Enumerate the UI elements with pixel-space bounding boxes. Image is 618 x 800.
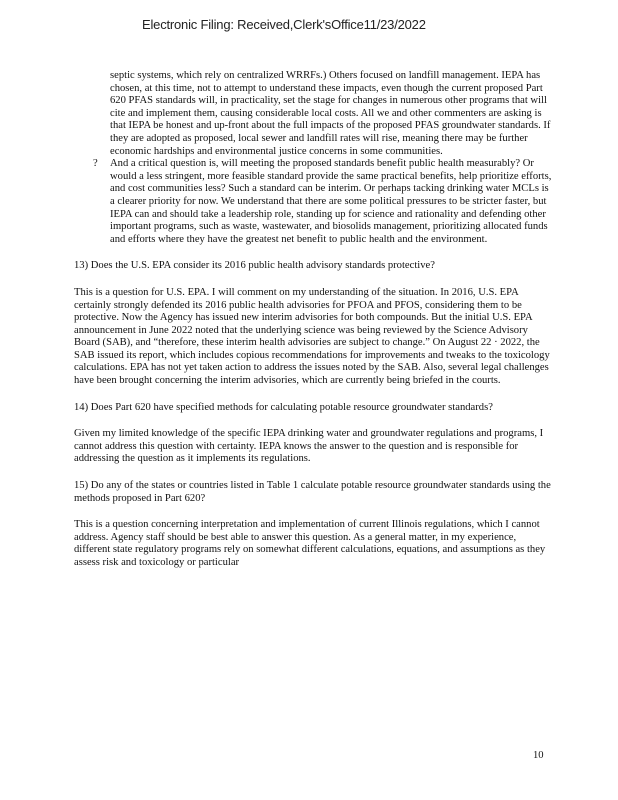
page-number: 10 (533, 750, 544, 761)
bullet-text: And a critical question is, will meeting the proposed standards benefit public health measurably? Or would a less stringent, more feasible standard provide the same practical benefits, help prioritize efforts, and cost communities less? Such a standard can be interim. Or perhaps tacking drinking water MCLs is a clearer priority for now. We understand that there are some political pressures to be stricter faster, but IEPA can and should take a leadership role, standing up for science and rationality and defending other important programs, such as waste, wastewater, and biosolids management, prioritizing allocated funds and efforts where they have the greatest net benefit to public health and the environment. (110, 158, 552, 245)
answer-13: This is a question for U.S. EPA. I will comment on my understanding of the situation. In 2016, U.S. EPA certainly strongly defended its 2016 public health advisories for PFOA and PFOS, considering them to be protective. Now the Agency has issued new interim advisories for both compounds. But the initial U.S. EPA announcement in June 2022 noted that the underlying science was being reviewed by the Science Advisory Board (SAB), and “therefore, these interim health advisories are subject to change.” On August 22 · 2022, the SAB issued its report, which includes copious recommendations for improvements and tweaks to the toxicology calculations. EPA has not yet taken action to address the issues noted by the SAB. Also, several legal challenges have been brought concerning the interim advisories, which are currently being briefed in the courts. (74, 286, 550, 387)
filing-stamp: Electronic Filing: Received,Clerk'sOffice11/23/2022 (142, 17, 426, 32)
answer-14: Given my limited knowledge of the specific IEPA drinking water and groundwater regulations and programs, I cannot address this question with certainty. IEPA knows the answer to the question and is responsible for addressing the question as it implements its regulations. (74, 428, 544, 465)
question-14: 14) Does Part 620 have specified methods for calculating potable resource groundwater standards? (74, 401, 493, 413)
document-body (74, 70, 552, 570)
question-15: 15) Do any of the states or countries listed in Table 1 calculate potable resource groundwater standards using the methods proposed in Part 620? (74, 480, 551, 504)
answer-15: This is a question concerning interpretation and implementation of current Illinois regulations, which I cannot address. Agency staff should be best able to answer this question. As a general matter, in my experience, different state regulatory programs rely on somewhat different calculations, equations, and assumptions as they assess risk and toxicology or particular (74, 519, 546, 568)
continued-paragraph: septic systems, which rely on centralized WRRFs.) Others focused on landfill management. IEPA has chosen, at this time, not to attempt to understand these impacts, even though the current proposed Part 620 PFAS standards will, in practicality, set the stage for changes in numerous other programs that will cite and implement them, causing considerable local costs. All we and other commenters are asking is that IEPA be honest and up-front about the full impacts of the proposed PFAS groundwater standards. If they are adopted as proposed, local sewer and landfill rates will rise, meaning there may be further economic hardships and environmental justice concerns in some communities. (110, 70, 551, 157)
bullet-marker: ? (93, 158, 98, 170)
bullet-item (93, 158, 552, 246)
question-13: 13) Does the U.S. EPA consider its 2016 public health advisory standards protective? (74, 260, 435, 272)
